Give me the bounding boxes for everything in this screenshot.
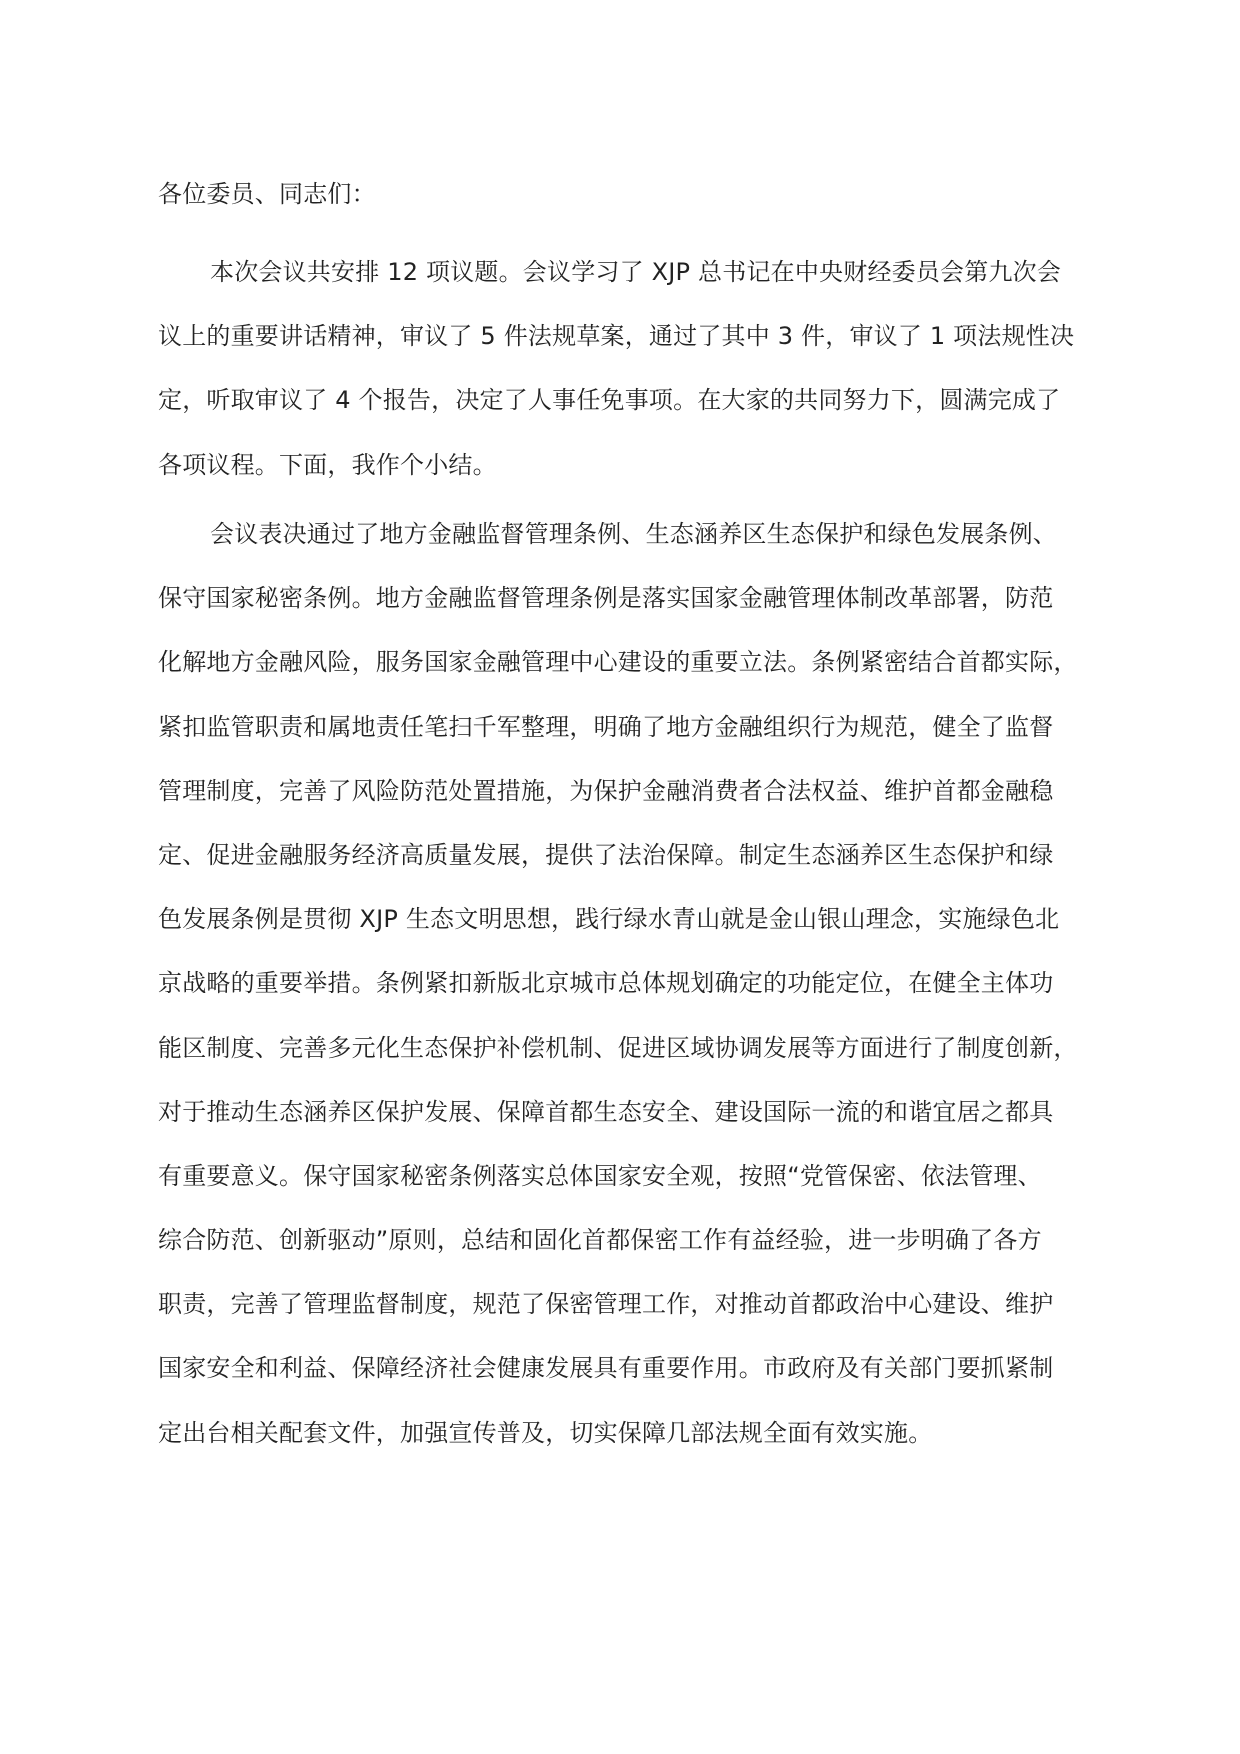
paragraph-line: 有重要意义。保守国家秘密条例落实总体国家安全观，按照“党管保密、依法管理、 bbox=[158, 1161, 1042, 1190]
paragraph-line: 管理制度，完善了风险防范处置措施，为保护金融消费者合法权益、维护首都金融稳 bbox=[158, 776, 1054, 805]
salutation-text: 各位委员、同志们： bbox=[158, 180, 376, 208]
paragraph-line: 职责，完善了管理监督制度，规范了保密管理工作，对推动首都政治中心建设、维护 bbox=[158, 1290, 1054, 1319]
paragraph-line: 保守国家秘密条例。地方金融监督管理条例是落实国家金融管理体制改革部署，防范 bbox=[158, 584, 1054, 613]
paragraph-line: 国家安全和利益、保障经济社会健康发展具有重要作用。市政府及有关部门要抓紧制 bbox=[158, 1354, 1054, 1383]
paragraph-line: 各项议程。下面，我作个小结。 bbox=[158, 450, 497, 479]
paragraph-meeting-summary bbox=[158, 240, 1108, 497]
paragraph-line: 议上的重要讲话精神，审议了 5 件法规草案，通过了其中 3 件，审议了 1 项法规性决 bbox=[158, 322, 1075, 351]
paragraph-line: 定出台相关配套文件，加强宣传普及，切实保障几部法规全面有效实施。 bbox=[158, 1418, 933, 1447]
paragraph-line: 本次会议共安排 12 项议题。会议学习了 XJP 总书记在中央财经委员会第九次会 bbox=[210, 258, 1062, 286]
paragraph-line: 紧扣监管职责和属地责任笔扫千军整理，明确了地方金融组织行为规范，健全了监督 bbox=[158, 712, 1054, 741]
paragraph-line: 定，听取审议了 4 个报告，决定了人事任免事项。在大家的共同努力下，圆满完成了 bbox=[158, 386, 1061, 415]
paragraph-line: 化解地方金融风险，服务国家金融管理中心建设的重要立法。条例紧密结合首都实际， bbox=[158, 648, 1078, 677]
paragraph-line: 能区制度、完善多元化生态保护补偿机制、促进区域协调发展等方面进行了制度创新， bbox=[158, 1033, 1078, 1062]
paragraph-line: 会议表决通过了地方金融监督管理条例、生态涵养区生态保护和绿色发展条例、 bbox=[210, 520, 1057, 548]
paragraph-regulations bbox=[158, 502, 1108, 1465]
paragraph-line: 综合防范、创新驱动”原则，总结和固化首都保密工作有益经验，进一步明确了各方 bbox=[158, 1226, 1042, 1255]
salutation bbox=[158, 162, 1108, 226]
paragraph-line: 定、促进金融服务经济高质量发展，提供了法治保障。制定生态涵养区生态保护和绿 bbox=[158, 840, 1054, 869]
paragraph-line: 京战略的重要举措。条例紧扣新版北京城市总体规划确定的功能定位，在健全主体功 bbox=[158, 969, 1054, 998]
paragraph-line: 色发展条例是贯彻 XJP 生态文明思想，践行绿水青山就是金山银山理念，实施绿色北 bbox=[158, 905, 1060, 934]
paragraph-line: 对于推动生态涵养区保护发展、保障首都生态安全、建设国际一流的和谐宜居之都具 bbox=[158, 1097, 1054, 1126]
